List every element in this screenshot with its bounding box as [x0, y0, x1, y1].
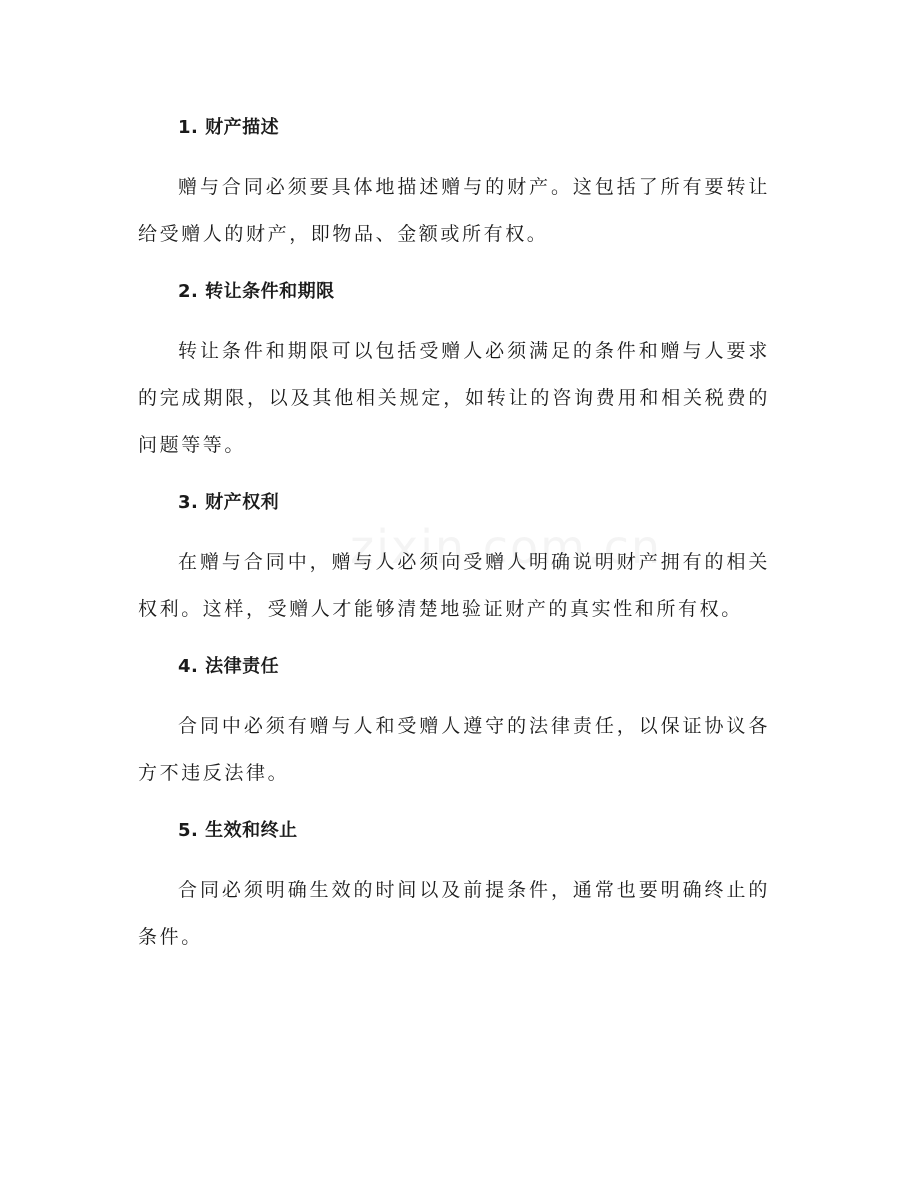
- section-transfer-conditions: [138, 274, 770, 469]
- section-heading: 3. 财产权利: [178, 492, 280, 513]
- section-property-rights: [138, 485, 770, 633]
- document-content: [138, 110, 770, 977]
- section-legal-liability: [138, 649, 770, 797]
- section-effect-termination: [138, 813, 770, 961]
- section-paragraph: 转让条件和期限可以包括受赠人必须满足的条件和赠与人要求的完成期限，以及其他相关规定，如转让的咨询费用和相关税费的问题等等。: [138, 340, 770, 456]
- section-paragraph: 赠与合同必须要具体地描述赠与的财产。这包括了所有要转让给受赠人的财产，即物品、金额或所有权。: [138, 176, 770, 245]
- section-paragraph: 合同中必须有赠与人和受赠人遵守的法律责任，以保证协议各方不违反法律。: [138, 715, 770, 784]
- section-heading: 4. 法律责任: [178, 656, 280, 677]
- section-paragraph: 合同必须明确生效的时间以及前提条件，通常也要明确终止的条件。: [138, 879, 770, 948]
- section-paragraph: 在赠与合同中，赠与人必须向受赠人明确说明财产拥有的相关权利。这样，受赠人才能够清楚地验证财产的真实性和所有权。: [138, 551, 770, 620]
- section-property-description: [138, 110, 770, 258]
- section-heading: 5. 生效和终止: [178, 820, 298, 841]
- section-heading: 2. 转让条件和期限: [178, 281, 335, 302]
- section-heading: 1. 财产描述: [178, 117, 280, 138]
